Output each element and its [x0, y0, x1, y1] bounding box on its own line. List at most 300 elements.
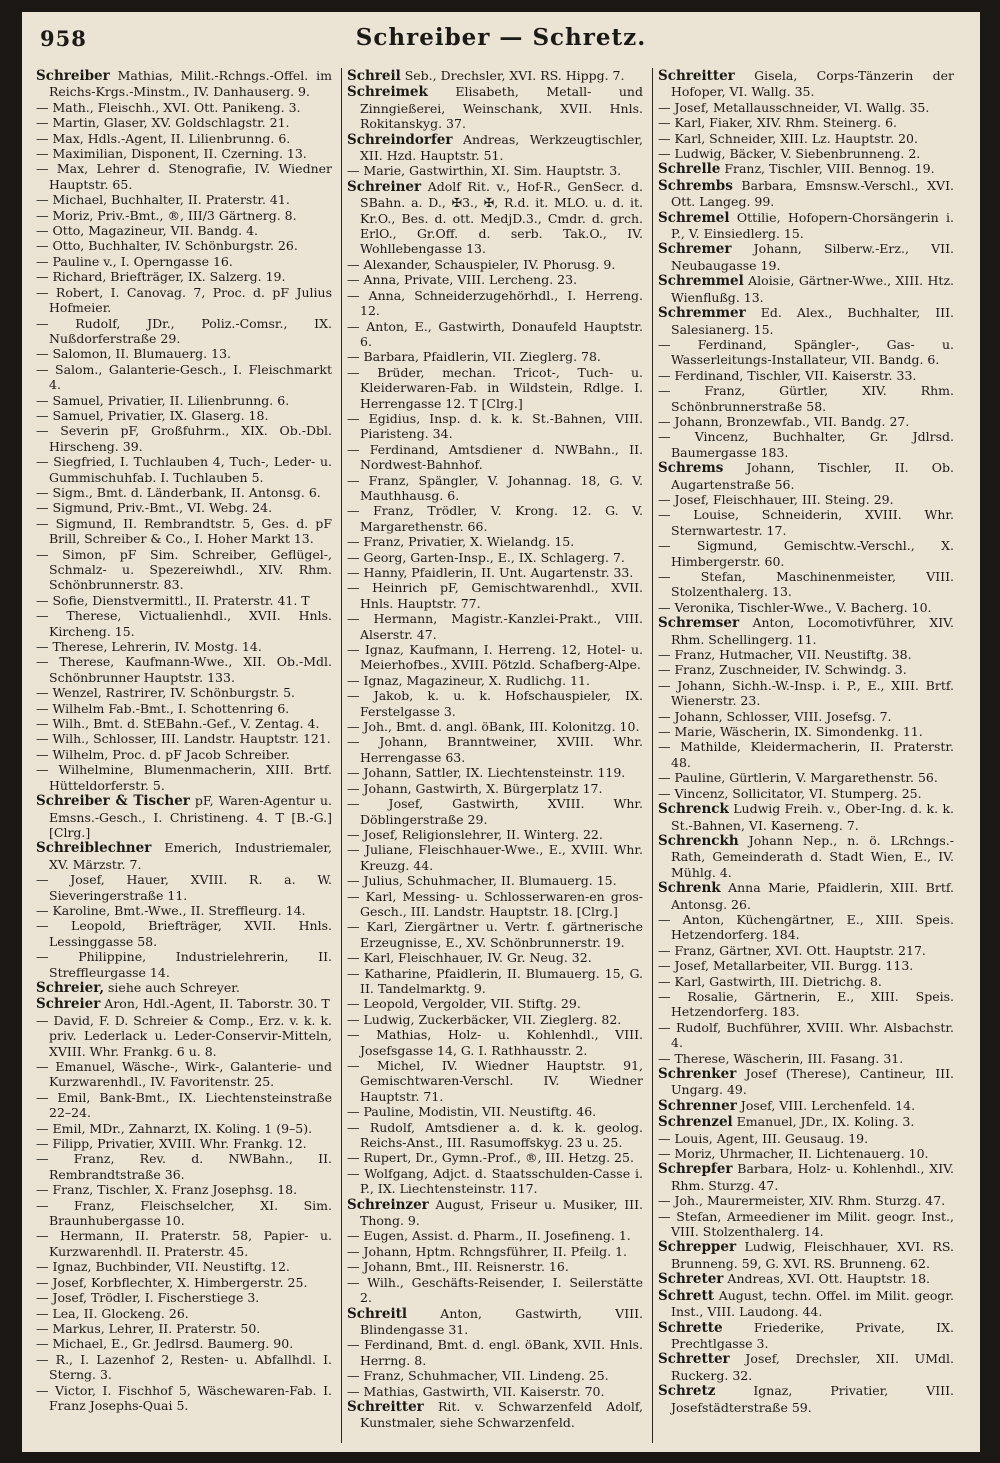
entry-text: — Rudolf, Buchführer, XVIII. Whr. Alsbachstr. 4. — [658, 1019, 954, 1051]
directory-entry — [658, 1351, 954, 1383]
directory-entry — [36, 393, 332, 408]
directory-entry — [347, 950, 643, 965]
entry-text: — Ignaz, Kaufmann, I. Herreng. 12, Hotel- u. Meierhofbes., XVIII. Pötzld. Schafberg-Alpe. — [347, 642, 643, 673]
entry-text: — Philippine, Industrielehrerin, II. Streffleurgasse 14. — [36, 949, 332, 980]
entry-text: — Math., Fleischh., XVI. Ott. Panikeng. 3. — [36, 99, 301, 115]
directory-entry — [658, 1098, 954, 1114]
directory-entry — [658, 1146, 954, 1161]
entry-text: — Wenzel, Rastrirer, IV. Schönburgstr. 5. — [36, 685, 296, 701]
directory-entry — [347, 288, 643, 319]
entry-text: — Katharine, Pfaidlerin, II. Blumauerg. 15, G. II. Tandelmarktg. 9. — [347, 965, 643, 996]
entry-surname: Schreitter — [658, 68, 735, 84]
entry-text: — Max, Hdls.-Agent, II. Lilienbrunng. 6. — [36, 130, 291, 146]
directory-entry — [36, 793, 332, 840]
entry-text: — Franz, Privatier, X. Wielandg. 15. — [347, 534, 575, 550]
directory-page — [22, 12, 980, 1452]
directory-entry — [658, 1383, 954, 1415]
entry-text: — Karoline, Bmt.-Wwe., II. Streffleurg. 14. — [36, 902, 306, 918]
entry-surname: Schretter — [658, 1351, 730, 1368]
entry-text: Anton, Gastwirth, VIII. Blindengasse 31. — [360, 1305, 643, 1337]
entry-text: — Egidius, Insp. d. k. k. St.-Bahnen, VIII. Piaristeng. 34. — [347, 410, 643, 442]
entry-text: — Rudolf, JDr., Poliz.-Comsr., IX. Nußdorferstraße 29. — [36, 315, 332, 346]
directory-entry — [347, 349, 643, 364]
entry-text: — David, F. D. Schreier & Comp., Erz. v. k. k. priv. Lederlack u. Leder-Conservir-Mitteln, XVIII. Whr. Frankg. 6 u. 8. — [36, 1012, 332, 1059]
directory-entry — [658, 146, 954, 161]
entry-text: — Moriz, Priv.-Bmt., ®, III/3 Gärtnerg. 8. — [36, 207, 297, 223]
directory-entry — [658, 833, 954, 880]
entry-text: Aron, Hdl.-Agent, II. Taborstr. 30. T — [100, 996, 330, 1012]
directory-entry — [658, 460, 954, 492]
entry-surname: Schremmer — [658, 305, 746, 322]
directory-entry — [658, 305, 954, 337]
directory-entry — [36, 316, 332, 347]
entry-text: — Franz, Tischler, X. Franz Josephsg. 18. — [36, 1182, 298, 1198]
entry-text: — Josef, Metallausschneider, VI. Wallg. 35. — [658, 99, 930, 115]
directory-entry — [347, 688, 643, 719]
entry-text: Andreas, Werkzeugtischler, XII. Hzd. Hauptstr. 51. — [360, 131, 643, 164]
directory-entry — [347, 611, 643, 642]
entry-text: — Josef, Hauer, XVIII. R. a. W. Sieveringerstraße 11. — [36, 872, 332, 903]
directory-entry — [347, 503, 643, 534]
entry-text: — Emanuel, Wäsche-, Wirk-, Galanterie- und Kurzwarenhdl., IV. Favoritenstr. 25. — [36, 1059, 332, 1090]
entry-text: — Therese, Victualienhdl., XVII. Hnls. Kircheng. 15. — [36, 608, 332, 639]
entry-text: Ludwig, Fleischhauer, XVI. RS. Brunneng. 59, G. XVI. RS. Brunneng. 62. — [671, 1239, 954, 1271]
directory-entry — [347, 179, 643, 257]
entry-text: — Marie, Wäscherin, IX. Simondenkg. 11. — [658, 724, 923, 740]
directory-entry — [36, 100, 332, 115]
entry-text: Franz, Tischler, VIII. Bennog. 19. — [720, 161, 935, 177]
entry-text: — Josef, Fleischhauer, III. Steing. 29. — [658, 491, 894, 507]
entry-text: — Martin, Glaser, XV. Goldschlagstr. 21. — [36, 115, 290, 131]
entry-text: — Severin pF, Großfuhrm., XIX. Ob.-Dbl. Hirscheng. 39. — [36, 423, 332, 454]
entry-text: — Rupert, Dr., Gymn.-Prof., ®, III. Hetzg. 25. — [347, 1150, 634, 1166]
entry-text: — Lea, II. Glockeng. 26. — [36, 1305, 189, 1321]
directory-entry — [658, 68, 954, 100]
directory-entry — [36, 1013, 332, 1059]
directory-entry — [658, 507, 954, 538]
directory-entry — [36, 701, 332, 716]
directory-entry — [347, 132, 643, 164]
entry-text: — Karl, Ziergärtner u. Vertr. f. gärtnerische Erzeugnisse, E., XV. Schönbrunnerstr. 19. — [347, 919, 643, 950]
directory-entry — [658, 414, 954, 429]
entry-text: — Ignaz, Buchbinder, VII. Neustiftg. 12. — [36, 1259, 290, 1275]
entry-text: — Emil, Bank-Bmt., IX. Liechtensteinstraße 22–24. — [36, 1089, 332, 1121]
entry-text: — Wolfgang, Adjct. d. Staatsschulden-Casse i. P., IX. Liechtensteinstr. 117. — [347, 1165, 643, 1197]
entry-text: — Ludwig, Bäcker, V. Siebenbrunneng. 2. — [658, 146, 921, 162]
directory-entry — [36, 238, 332, 253]
directory-entry — [36, 1059, 332, 1090]
directory-entry — [347, 1228, 643, 1243]
directory-entry — [658, 241, 954, 273]
entry-text: siehe auch Schreyer. — [104, 979, 240, 995]
directory-entry — [658, 569, 954, 600]
columns — [36, 68, 966, 1448]
entry-text: — Wilh., Geschäfts-Reisender, I. Seilerstätte 2. — [347, 1274, 643, 1306]
directory-entry — [36, 1228, 332, 1259]
entry-text: Ed. Alex., Buchhalter, III. Salesianerg. 15. — [671, 305, 954, 337]
entry-text: August, techn. Offel. im Milit. geogr. Inst., VIII. Laudong. 44. — [671, 1287, 954, 1320]
entry-text: Josef (Therese), Cantineur, III. Ungarg. 49. — [671, 1066, 954, 1098]
entry-text: — Moriz, Uhrmacher, II. Lichtenauerg. 10. — [658, 1146, 929, 1162]
entry-text: — Franz, Rev. d. NWBahn., II. Rembrandtstraße 36. — [36, 1151, 332, 1182]
entry-text: — Franz, Zuschneider, IV. Schwindg. 3. — [658, 662, 907, 678]
directory-entry — [658, 958, 954, 973]
entry-text: — Ignaz, Magazineur, X. Rudlichg. 11. — [347, 672, 590, 688]
entry-text: — Victor, I. Fischhof 5, Wäschewaren-Fab. I. Franz Josephs-Quai 5. — [36, 1382, 332, 1413]
entry-surname: Schretz — [658, 1383, 716, 1400]
entry-text: — Otto, Magazineur, VII. Bandg. 4. — [36, 223, 258, 239]
directory-entry — [347, 1012, 643, 1027]
directory-entry — [347, 1027, 643, 1058]
directory-entry — [658, 429, 954, 460]
entry-text: — Karl, Messing- u. Schlosserwaren-en gros-Gesch., III. Landstr. Hauptstr. 18. [Clrg.] — [347, 888, 643, 919]
entry-text: — Stefan, Armeediener im Milit. geogr. Inst., VIII. Stolzenthalerg. 14. — [658, 1208, 954, 1240]
directory-entry — [36, 131, 332, 146]
entry-text: — Salom., Galanterie-Gesch., I. Fleischmarkt 4. — [36, 361, 332, 393]
directory-entry — [347, 550, 643, 565]
entry-text: Barbara, Holz- u. Kohlenhdl., XIV. Rhm. Sturzg. 47. — [671, 1161, 954, 1193]
directory-entry — [36, 254, 332, 269]
entry-surname: Schremel — [658, 209, 730, 226]
directory-entry — [36, 1321, 332, 1336]
entry-text: pF, Waren-Agentur u. Emsns.-Gesch., I. Christineng. 4. T [B.-G.] [Clrg.] — [49, 793, 332, 840]
directory-entry — [36, 872, 332, 903]
entry-text: — Johann, Hptm. Rchngsführer, II. Pfeilg. 1. — [347, 1243, 627, 1259]
directory-entry — [658, 739, 954, 770]
directory-entry — [36, 731, 332, 746]
directory-entry — [347, 1150, 643, 1165]
directory-entry — [36, 1306, 332, 1321]
entry-text: — Franz, Gürtler, XIV. Rhm. Schönbrunnerstraße 58. — [658, 383, 954, 414]
entry-text: — Sigmund, Priv.-Bmt., VI. Webg. 24. — [36, 500, 273, 516]
entry-text: Emanuel, JDr., IX. Koling. 3. — [732, 1114, 915, 1130]
entry-text: — Wilh., Schlosser, III. Landstr. Hauptstr. 121. — [36, 731, 331, 747]
entry-surname: Schreitl — [347, 1305, 407, 1322]
entry-text: — Max, Lehrer d. Stenografie, IV. Wiedner Hauptstr. 65. — [36, 161, 332, 192]
column-rule — [652, 68, 653, 1443]
page-number: 958 — [40, 26, 87, 51]
directory-entry — [36, 1336, 332, 1351]
directory-entry — [658, 678, 954, 709]
directory-entry — [36, 161, 332, 192]
directory-entry — [36, 547, 332, 593]
directory-entry — [36, 639, 332, 654]
running-head: Schreiber — Schretz. — [355, 24, 647, 51]
directory-entry — [347, 673, 643, 688]
entry-text: Josef, Drechsler, XII. UMdl. Ruckerg. 32. — [671, 1351, 954, 1383]
directory-entry — [347, 796, 643, 827]
entry-text: — Brüder, mechan. Tricot-, Tuch- u. Kleiderwaren-Fab. in Wildstein, Rdlge. I. Herrengasse 12. T [Clrg.] — [347, 364, 643, 411]
entry-text: Barbara, Emsnsw.-Verschl., XVI. Ott. Langeg. 99. — [671, 177, 954, 210]
directory-entry — [658, 1288, 954, 1320]
entry-text: — Georg, Garten-Insp., E., IX. Schlagerg. 7. — [347, 549, 625, 565]
entry-text: — Stefan, Maschinenmeister, VIII. Stolzenthalerg. 13. — [658, 569, 954, 600]
directory-entry — [36, 1090, 332, 1121]
entry-text: August, Friseur u. Musiker, III. Thong. 9. — [360, 1196, 643, 1229]
entry-text: — Filipp, Privatier, XVIII. Whr. Frankg. 12. — [36, 1136, 307, 1152]
entry-text: — Pauline v., I. Operngasse 16. — [36, 253, 233, 269]
entry-text: — Ferdinand, Spängler-, Gas- u. Wasserleitungs-Installateur, VII. Bandg. 6. — [658, 336, 954, 368]
directory-entry — [36, 1275, 332, 1290]
directory-entry — [347, 257, 643, 272]
directory-entry — [347, 272, 643, 287]
entry-text: — Richard, Briefträger, IX. Salzerg. 19. — [36, 269, 286, 285]
entry-surname: Schrenckh — [658, 832, 739, 849]
directory-entry — [658, 115, 954, 130]
directory-entry — [347, 411, 643, 442]
directory-entry — [36, 346, 332, 361]
directory-entry — [36, 593, 332, 608]
directory-entry — [658, 492, 954, 507]
entry-text: — Maximilian, Disponent, II. Czerning. 13. — [36, 146, 307, 162]
entry-surname: Schrepper — [658, 1239, 737, 1256]
directory-entry — [658, 974, 954, 989]
directory-entry — [36, 68, 332, 100]
directory-entry — [658, 1193, 954, 1208]
directory-entry — [36, 840, 332, 872]
entry-text: — Franz, Spängler, V. Johannag. 18, G. V. Mauthhausg. 6. — [347, 472, 643, 503]
directory-entry — [347, 919, 643, 950]
directory-entry — [36, 685, 332, 700]
entry-text: — Sofie, Dienstvermittl., II. Praterstr. 41. T — [36, 592, 310, 608]
directory-entry — [36, 1151, 332, 1182]
entry-text: — Louis, Agent, III. Geusaug. 19. — [658, 1130, 869, 1146]
entry-text: — Josef, Metallarbeiter, VII. Burgg. 113. — [658, 958, 914, 974]
entry-text: — Michael, E., Gr. Jedlrsd. Baumerg. 90. — [36, 1336, 294, 1352]
directory-entry — [658, 943, 954, 958]
entry-text: — Anton, E., Gastwirth, Donaufeld Hauptstr. 6. — [347, 318, 643, 349]
entry-surname: Schrette — [658, 1319, 723, 1336]
directory-entry — [36, 146, 332, 161]
column-1 — [36, 68, 332, 1448]
entry-text: — Mathias, Holz- u. Kohlenhdl., VIII. Josefsgasse 14, G. I. Rathhausstr. 2. — [347, 1027, 643, 1058]
directory-entry — [658, 131, 954, 146]
entry-text: — Franz, Hutmacher, VII. Neustiftg. 38. — [658, 647, 912, 663]
entry-text: — Louise, Schneiderin, XVIII. Whr. Sternwartestr. 17. — [658, 507, 954, 538]
entry-text: — Johann, Schlosser, VIII. Josefsg. 7. — [658, 708, 892, 724]
entry-text: — Johann, Bronzewfab., VII. Bandg. 27. — [658, 413, 910, 429]
entry-text: Aloisie, Gärtner-Wwe., XIII. Htz. Wienflußg. 13. — [671, 273, 954, 305]
entry-text: — Julius, Schuhmacher, II. Blumauerg. 15. — [347, 873, 617, 889]
entry-text: — Franz, Schuhmacher, VII. Lindeng. 25. — [347, 1368, 609, 1384]
directory-entry — [658, 383, 954, 414]
directory-entry — [347, 966, 643, 997]
directory-entry — [347, 719, 643, 734]
directory-entry — [658, 161, 954, 177]
directory-entry — [658, 801, 954, 833]
entry-text: — Anna, Private, VIII. Lercheng. 23. — [347, 272, 578, 288]
entry-text: — Karl, Fleischhauer, IV. Gr. Neug. 32. — [347, 950, 592, 966]
directory-entry — [658, 273, 954, 305]
entry-text: — Otto, Buchhalter, IV. Schönburgstr. 26. — [36, 238, 298, 254]
directory-entry — [36, 1182, 332, 1197]
entry-surname: Schrenk — [658, 880, 721, 897]
directory-entry — [658, 880, 954, 912]
entry-text: — Josef, Religionslehrer, II. Winterg. 22. — [347, 826, 603, 842]
directory-entry — [347, 68, 643, 84]
entry-text: — Siegfried, I. Tuchlauben 4, Tuch-, Leder- u. Gummischuhfab. I. Tuchlauben 5. — [36, 454, 332, 485]
directory-entry — [347, 565, 643, 580]
directory-entry — [347, 534, 643, 549]
entry-text: — Michel, IV. Wiedner Hauptstr. 91, Gemischtwaren-Verschl. IV. Wiedner Hauptstr. 71. — [347, 1058, 643, 1104]
entry-text: — Jakob, k. u. k. Hofschauspieler, IX. Ferstelgasse 3. — [347, 688, 643, 719]
directory-entry — [347, 163, 643, 178]
directory-entry — [36, 608, 332, 639]
entry-surname: Schreier, — [36, 979, 105, 996]
entry-text: — Franz, Gärtner, XVI. Ott. Hauptstr. 217. — [658, 942, 926, 958]
directory-entry — [36, 516, 332, 547]
entry-text: — Josef, Korbflechter, X. Himbergerstr. 25. — [36, 1274, 308, 1290]
directory-entry — [658, 912, 954, 943]
entry-surname: Schremer — [658, 241, 732, 258]
directory-entry — [347, 1399, 643, 1431]
entry-text: — Anton, Küchengärtner, E., XIII. Speis. Hetzendorferg. 184. — [658, 911, 954, 943]
directory-entry — [658, 210, 954, 242]
entry-text: — Joh., Bmt. d. angl. öBank, III. Kolonitzg. 10. — [347, 719, 640, 735]
entry-text: Anna Marie, Pfaidlerin, XIII. Brtf. Antonsg. 26. — [671, 880, 954, 912]
directory-entry — [658, 1051, 954, 1066]
directory-entry — [36, 362, 332, 393]
directory-entry — [347, 765, 643, 780]
entry-text: Ignaz, Privatier, VIII. Josefstädterstraße 59. — [671, 1383, 954, 1415]
entry-text: — Johann, Bmt., III. Reisnerstr. 16. — [347, 1259, 569, 1275]
directory-entry — [658, 1209, 954, 1240]
directory-entry — [347, 1368, 643, 1383]
entry-surname: Schreitter — [347, 1398, 424, 1415]
directory-entry — [658, 709, 954, 724]
entry-text: Ottilie, Hofopern-Chorsängerin i. P., V. Einsiedlerg. 15. — [671, 209, 954, 242]
directory-entry — [347, 996, 643, 1011]
entry-text: — Ferdinand, Bmt. d. engl. öBank, XVII. Hnls. Herrng. 8. — [347, 1337, 643, 1368]
directory-entry — [347, 1244, 643, 1259]
entry-text: — Wilhelm Fab.-Bmt., I. Schottenring 6. — [36, 700, 290, 716]
entry-surname: Schrepfer — [658, 1161, 733, 1178]
entry-text: — Sigm., Bmt. d. Länderbank, II. Antonsg. 6. — [36, 484, 321, 500]
entry-text: — Marie, Gastwirthin, XI. Sim. Hauptstr. 3. — [347, 163, 622, 179]
directory-entry — [347, 734, 643, 765]
directory-entry — [658, 600, 954, 615]
entry-text: — Vincenz, Buchhalter, Gr. Jdlrsd. Baumergasse 183. — [658, 429, 954, 460]
directory-entry — [36, 1290, 332, 1305]
entry-surname: Schreiblechner — [36, 840, 152, 857]
directory-entry — [36, 223, 332, 238]
directory-entry — [658, 1161, 954, 1193]
directory-entry — [658, 368, 954, 383]
entry-text: — Emil, MDr., Zahnarzt, IX. Koling. 1 (9–5). — [36, 1120, 313, 1136]
entry-text: — Johann, Sattler, IX. Liechtensteinstr. 119. — [347, 765, 626, 781]
directory-entry — [658, 1271, 954, 1287]
entry-text: — Rudolf, Amtsdiener a. d. k. k. geolog. Reichs-Anst., III. Rasumoffskyg. 23 u. 25. — [347, 1119, 643, 1151]
entry-text: — Juliane, Fleischhauer-Wwe., E., XVIII. Whr. Kreuzg. 44. — [347, 842, 643, 873]
entry-text: — Johann, Gastwirth, X. Bürgerplatz 17. — [347, 780, 603, 796]
entry-text: Josef, VIII. Lerchenfeld. 14. — [736, 1097, 916, 1113]
entry-surname: Schrems — [658, 460, 724, 477]
directory-entry — [347, 1104, 643, 1119]
directory-entry — [36, 949, 332, 980]
directory-entry — [658, 178, 954, 210]
entry-text: Johann Nep., n. ö. LRchngs.-Rath, Gemeinderath d. Stadt Wien, E., IV. Mühlg. 4. — [671, 832, 954, 880]
entry-text: — Simon, pF Sim. Schreiber, Geflügel-, Schmalz- u. Spezereiwhdl., XIV. Rhm. Schönbrunnerstr. 83. — [36, 546, 332, 593]
directory-entry — [347, 1337, 643, 1368]
entry-surname: Schreil — [347, 68, 401, 84]
directory-entry — [36, 747, 332, 762]
directory-entry — [658, 538, 954, 569]
entry-surname: Schreinzer — [347, 1196, 429, 1213]
directory-entry — [347, 580, 643, 611]
directory-entry — [347, 365, 643, 411]
entry-text: Friederike, Private, IX. Prechtlgasse 3. — [671, 1319, 954, 1351]
directory-entry — [347, 84, 643, 131]
entry-text: — Karl, Fiaker, XIV. Rhm. Steinerg. 6. — [658, 115, 897, 131]
directory-entry — [36, 285, 332, 316]
entry-text: Rit. v. Schwarzenfeld Adolf, Kunstmaler, siehe Schwarzenfeld. — [360, 1398, 643, 1431]
entry-surname: Schreiber & Tischer — [36, 793, 190, 810]
directory-entry — [347, 1384, 643, 1399]
directory-entry — [36, 1136, 332, 1151]
entry-surname: Schreimek — [347, 84, 428, 101]
entry-text: — Ferdinand, Amtsdiener d. NWBahn., II. Nordwest-Bahnhof. — [347, 441, 643, 473]
entry-surname: Schrenck — [658, 801, 729, 818]
entry-text: — Therese, Kaufmann-Wwe., XII. Ob.-Mdl. Schönbrunner Hauptstr. 133. — [36, 654, 332, 685]
entry-text: Anton, Locomotivführer, XIV. Rhm. Schellingerg. 11. — [671, 615, 954, 647]
entry-text: — Mathilde, Kleidermacherin, II. Praterstr. 48. — [658, 739, 954, 770]
entry-text: — Johann, Branntweiner, XVIII. Whr. Herrengasse 63. — [347, 734, 643, 765]
directory-entry — [658, 662, 954, 677]
entry-text: — Mathias, Gastwirth, VII. Kaiserstr. 70. — [347, 1383, 605, 1399]
entry-text: — Sigmund, Gemischtw.-Verschl., X. Himbergerstr. 60. — [658, 538, 954, 569]
directory-entry — [36, 1121, 332, 1136]
directory-entry — [347, 827, 643, 842]
directory-entry — [347, 1120, 643, 1151]
directory-entry — [658, 1239, 954, 1271]
column-rule — [341, 68, 342, 1443]
entry-text: — Franz, Trödler, V. Krong. 12. G. V. Margarethenstr. 66. — [347, 503, 643, 534]
entry-text: — Veronika, Tischler-Wwe., V. Bacherg. 10. — [658, 599, 932, 615]
entry-text: — Wilhelm, Proc. d. pF Jacob Schreiber. — [36, 746, 290, 762]
entry-text: — Barbara, Pfaidlerin, VII. Zieglerg. 78. — [347, 349, 601, 365]
directory-entry — [658, 1066, 954, 1098]
entry-text: — Vincenz, Sollicitator, VI. Stumperg. 25. — [658, 785, 922, 801]
entry-text: — Michael, Buchhalter, II. Praterstr. 41. — [36, 192, 290, 208]
entry-text: — Joh., Maurermeister, XIV. Rhm. Sturzg. 47. — [658, 1193, 946, 1209]
entry-text: — Markus, Lehrer, II. Praterstr. 50. — [36, 1320, 261, 1336]
entry-text: — Robert, I. Canovag. 7, Proc. d. pF Julius Hofmeier. — [36, 284, 332, 316]
entry-surname: Schremser — [658, 615, 740, 632]
directory-entry — [36, 485, 332, 500]
entry-text: — Hermann, Magistr.-Kanzlei-Prakt., VIII. Alserstr. 47. — [347, 611, 643, 642]
directory-entry — [36, 762, 332, 793]
entry-text: — Anna, Schneiderzugehörhdl., I. Herreng. 12. — [347, 287, 643, 319]
entry-text: — Hermann, II. Praterstr. 58, Papier- u. Kurzwarenhdl. II. Praterstr. 45. — [36, 1228, 332, 1259]
entry-text: Johann, Silberw.-Erz., VII. Neubaugasse 19. — [671, 241, 954, 273]
page-header — [22, 12, 980, 62]
entry-text: — Wilhelmine, Blumenmacherin, XIII. Brtf. Hütteldorferstr. 5. — [36, 762, 332, 793]
entry-text: — Rosalie, Gärtnerin, E., XIII. Speis. Hetzendorferg. 183. — [658, 988, 954, 1020]
entry-text: — Karl, Schneider, XIII. Lz. Hauptstr. 20. — [658, 130, 918, 146]
entry-text: — Therese, Wäscherin, III. Fasang. 31. — [658, 1050, 904, 1066]
entry-text: — Pauline, Modistin, VII. Neustiftg. 46. — [347, 1104, 597, 1120]
directory-entry — [347, 442, 643, 473]
directory-entry — [658, 786, 954, 801]
entry-text: Johann, Tischler, II. Ob. Augartenstraße 56. — [671, 460, 954, 492]
entry-text: — Salomon, II. Blumauerg. 13. — [36, 346, 232, 362]
entry-surname: Schreier — [36, 996, 101, 1013]
entry-text: Adolf Rit. v., Hof-R., GenSecr. d. SBahn. a. D., ✠3., ✠, R.d. it. MLO. u. d. it. Kr.O., Bes. d. ott. MedjD.3., Cmdr. d. grch. ErlO., Gr.Off. d. serb. Tak.O., IV. Wohllebengasse 13. — [360, 178, 643, 257]
entry-surname: Schreindorfer — [347, 131, 453, 148]
directory-entry — [36, 423, 332, 454]
entry-surname: Schreter — [658, 1271, 724, 1288]
directory-entry — [658, 724, 954, 739]
